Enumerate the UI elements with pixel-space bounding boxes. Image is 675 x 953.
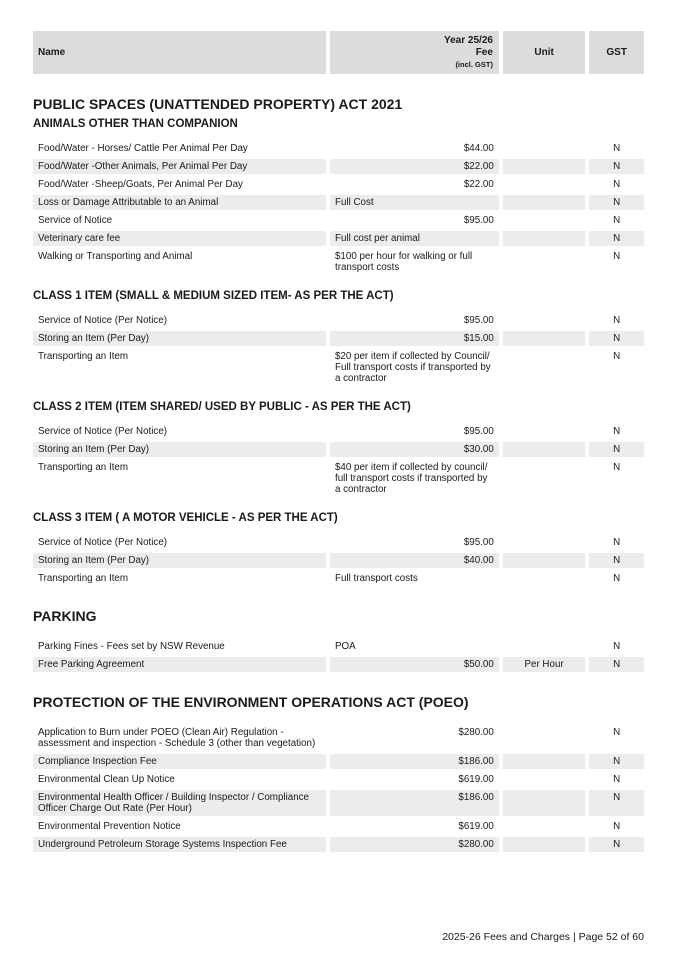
fee-gst: N — [613, 774, 621, 785]
fee-name: Service of Notice (Per Notice) — [38, 426, 168, 437]
fee-gst: N — [613, 537, 621, 548]
table-row — [33, 177, 644, 192]
fee-amount: $50.00 — [463, 659, 494, 670]
fee-amount: $619.00 — [458, 821, 494, 832]
fee-amount: $280.00 — [458, 727, 494, 738]
table-row — [33, 460, 644, 497]
fee-cell — [330, 159, 499, 174]
page-footer: 2025-26 Fees and Charges | Page 52 of 60 — [442, 931, 644, 943]
fee-amount: $186.00 — [458, 756, 494, 767]
header-fee-label: Fee — [475, 46, 493, 58]
header-unit: Unit — [503, 31, 585, 74]
fee-unit — [503, 725, 585, 751]
fee-cell — [330, 725, 499, 751]
fee-cell — [330, 553, 499, 568]
fee-amount: $619.00 — [458, 774, 494, 785]
fee-text — [335, 315, 464, 326]
table-row — [33, 772, 644, 787]
table-row — [33, 754, 644, 769]
fee-gst: N — [613, 727, 621, 738]
fee-name: Environmental Health Officer / Building Inspector / Compliance Officer Charge Out Rate (Per Hour) — [33, 790, 326, 816]
fee-cell — [330, 571, 499, 586]
fee-text — [335, 792, 458, 814]
header-fee — [330, 31, 499, 74]
fee-unit — [503, 790, 585, 816]
fee-unit — [503, 639, 585, 654]
fee-name: Walking or Transporting and Animal — [38, 251, 193, 262]
fee-cell — [330, 313, 499, 328]
fee-unit — [503, 159, 585, 174]
fee-amount: $40.00 — [463, 555, 494, 566]
fee-name: Application to Burn under POEO (Clean Air) Regulation - assessment and inspection - Schedule 3 (other than vegetation) — [38, 727, 316, 749]
fee-name: Transporting an Item — [38, 573, 129, 584]
fee-amount: $30.00 — [463, 444, 494, 455]
fee-gst: N — [589, 331, 644, 346]
fee-text — [335, 333, 464, 344]
fee-amount: $22.00 — [463, 179, 494, 190]
fee-gst: N — [589, 657, 644, 672]
fee-name: Compliance Inspection Fee — [33, 754, 326, 769]
fee-unit — [503, 249, 585, 275]
fee-unit: Per Hour — [503, 657, 585, 672]
fee-name: Food/Water -Sheep/Goats, Per Animal Per Day — [38, 179, 243, 190]
fee-cell — [330, 460, 499, 497]
fee-unit — [503, 313, 585, 328]
fee-cell — [330, 819, 499, 834]
fee-cell — [330, 657, 499, 672]
table-row — [33, 349, 644, 386]
fee-unit — [503, 213, 585, 228]
subsection-title: CLASS 1 ITEM (SMALL & MEDIUM SIZED ITEM- AS PER THE ACT) — [33, 290, 394, 302]
subsection-title: ANIMALS OTHER THAN COMPANION — [33, 118, 238, 130]
fee-unit — [503, 535, 585, 550]
fee-unit — [503, 231, 585, 246]
fee-gst: N — [613, 143, 621, 154]
fee-cell — [330, 177, 499, 192]
table-row — [33, 424, 644, 439]
fee-text — [335, 215, 464, 226]
table-row — [33, 837, 644, 852]
fee-gst: N — [613, 215, 621, 226]
fee-text — [335, 143, 464, 154]
fee-unit — [503, 442, 585, 457]
fee-gst: N — [589, 159, 644, 174]
fee-amount: $280.00 — [458, 839, 494, 850]
fee-cell — [330, 535, 499, 550]
fee-cell — [330, 141, 499, 156]
fee-name: Environmental Prevention Notice — [38, 821, 181, 832]
table-row — [33, 790, 644, 816]
fee-amount: $22.00 — [463, 161, 494, 172]
fee-text — [335, 727, 458, 749]
fee-cell — [330, 772, 499, 787]
fee-text — [335, 821, 458, 832]
section-spacer — [33, 629, 644, 639]
fee-name: Environmental Clean Up Notice — [38, 774, 175, 785]
fee-text: Full transport costs — [334, 573, 418, 584]
fee-amount: $95.00 — [463, 426, 494, 437]
fee-unit — [503, 571, 585, 586]
fee-unit — [503, 772, 585, 787]
fee-name: Parking Fines - Fees set by NSW Revenue — [38, 641, 225, 652]
fee-unit — [503, 424, 585, 439]
table-row — [33, 657, 644, 672]
fee-gst: N — [589, 231, 644, 246]
subsection-title: CLASS 2 ITEM (ITEM SHARED/ USED BY PUBLIC - AS PER THE ACT) — [33, 401, 411, 413]
fee-amount: $95.00 — [463, 315, 494, 326]
header-fee-year: Year 25/26 — [444, 34, 493, 46]
fee-name: Storing an Item (Per Day) — [33, 553, 326, 568]
fee-amount: $95.00 — [463, 215, 494, 226]
fee-unit — [503, 553, 585, 568]
fee-unit — [503, 837, 585, 852]
fee-text — [335, 537, 464, 548]
fee-amount: $95.00 — [463, 537, 494, 548]
fee-text — [335, 426, 464, 437]
fee-gst: N — [613, 573, 621, 584]
fee-text — [335, 444, 464, 455]
table-row — [33, 571, 644, 586]
fee-text: $40 per item if collected by council/ full transport costs if transported by a contractor — [334, 462, 488, 495]
table-row — [33, 159, 644, 174]
subsection-title: CLASS 3 ITEM ( A MOTOR VEHICLE - AS PER THE ACT) — [33, 512, 338, 524]
fee-gst: N — [613, 641, 621, 652]
fee-unit — [503, 819, 585, 834]
table-row — [33, 195, 644, 210]
table-row — [33, 535, 644, 550]
fee-cell — [330, 424, 499, 439]
fee-name: Service of Notice (Per Notice) — [38, 537, 168, 548]
table-row — [33, 553, 644, 568]
fee-gst: N — [613, 179, 621, 190]
table-row — [33, 331, 644, 346]
fee-text: Full Cost — [334, 197, 374, 208]
fees-content — [33, 96, 644, 852]
fee-text — [335, 774, 458, 785]
fee-cell — [330, 442, 499, 457]
fee-name: Food/Water - Horses/ Cattle Per Animal Per Day — [38, 143, 248, 154]
fee-gst: N — [613, 315, 621, 326]
header-name: Name — [33, 31, 326, 74]
fee-text — [335, 161, 464, 172]
fee-name: Free Parking Agreement — [33, 657, 326, 672]
fee-text: $20 per item if collected by Council/ Full transport costs if transported by a contractor — [334, 351, 491, 384]
fee-name: Storing an Item (Per Day) — [33, 442, 326, 457]
fee-text: POA — [334, 641, 356, 652]
fee-text: Full cost per animal — [334, 233, 420, 244]
fee-text — [335, 756, 458, 767]
fee-text — [335, 179, 464, 190]
table-row — [33, 819, 644, 834]
fee-unit — [503, 141, 585, 156]
fee-gst: N — [589, 195, 644, 210]
fee-unit — [503, 460, 585, 497]
fee-text — [335, 839, 458, 850]
fee-name: Transporting an Item — [38, 351, 129, 362]
fee-name: Service of Notice — [38, 215, 113, 226]
fee-gst: N — [589, 442, 644, 457]
fee-name: Storing an Item (Per Day) — [33, 331, 326, 346]
fee-name: Underground Petroleum Storage Systems Inspection Fee — [33, 837, 326, 852]
header-gst: GST — [589, 31, 644, 74]
fee-amount: $15.00 — [463, 333, 494, 344]
fee-name: Transporting an Item — [38, 462, 129, 473]
table-header — [33, 31, 644, 74]
fee-gst: N — [613, 426, 621, 437]
fee-cell — [330, 790, 499, 816]
table-row — [33, 249, 644, 275]
section-title: PARKING — [33, 608, 97, 624]
fee-cell — [330, 231, 499, 246]
fee-unit — [503, 177, 585, 192]
fee-cell — [330, 349, 499, 386]
fee-unit — [503, 195, 585, 210]
table-row — [33, 442, 644, 457]
fee-gst: N — [589, 754, 644, 769]
fee-name: Food/Water -Other Animals, Per Animal Per Day — [33, 159, 326, 174]
fee-text: $100 per hour for walking or full transport costs — [334, 251, 473, 273]
fee-gst: N — [589, 553, 644, 568]
fee-gst: N — [589, 790, 644, 816]
section-spacer — [33, 715, 644, 725]
table-row — [33, 141, 644, 156]
table-row — [33, 725, 644, 751]
table-row — [33, 231, 644, 246]
fee-unit — [503, 331, 585, 346]
fee-cell — [330, 837, 499, 852]
fee-name: Veterinary care fee — [33, 231, 326, 246]
header-fee-incl-gst: (incl. GST) — [455, 59, 493, 69]
fee-name: Service of Notice (Per Notice) — [38, 315, 168, 326]
fee-gst: N — [613, 462, 621, 473]
fee-cell — [330, 639, 499, 654]
fee-gst: N — [613, 251, 621, 262]
fee-cell — [330, 249, 499, 275]
table-row — [33, 213, 644, 228]
fee-unit — [503, 349, 585, 386]
fee-unit — [503, 754, 585, 769]
table-row — [33, 639, 644, 654]
fee-gst: N — [613, 351, 621, 362]
table-row — [33, 313, 644, 328]
fee-cell — [330, 331, 499, 346]
fee-gst: N — [613, 821, 621, 832]
fee-cell — [330, 754, 499, 769]
fees-page — [33, 31, 644, 855]
section-title: PUBLIC SPACES (UNATTENDED PROPERTY) ACT 2021 — [33, 96, 403, 112]
fee-text — [335, 555, 464, 566]
fee-amount: $44.00 — [463, 143, 494, 154]
fee-text — [335, 659, 464, 670]
fee-cell — [330, 213, 499, 228]
section-title: PROTECTION OF THE ENVIRONMENT OPERATIONS ACT (POEO) — [33, 694, 469, 710]
fee-gst: N — [589, 837, 644, 852]
fee-cell — [330, 195, 499, 210]
fee-amount: $186.00 — [458, 792, 494, 803]
fee-name: Loss or Damage Attributable to an Animal — [33, 195, 326, 210]
